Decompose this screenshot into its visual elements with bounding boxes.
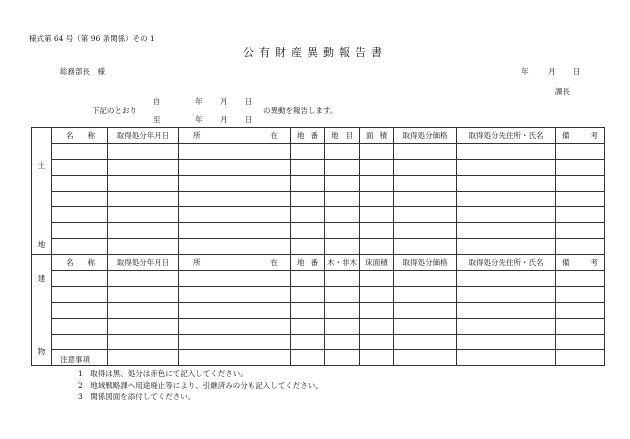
building-col-date: 取得処分年月日 (108, 255, 179, 271)
period-to-day: 日 (245, 115, 253, 124)
land-side-top: 土 (37, 160, 46, 170)
building-col-lot: 地 番 (291, 255, 325, 271)
building-row (32, 271, 605, 287)
building-col-location: 所 在 (179, 255, 291, 271)
date-year-label: 年 (521, 67, 529, 76)
period-from-day: 日 (245, 97, 253, 106)
building-side-label (32, 255, 52, 366)
land-col-remarks: 備 考 (556, 128, 605, 144)
note-item: 3 関係図面を添付してください。 (78, 392, 196, 401)
building-row (32, 302, 605, 318)
note-item: 1 取得は黒、処分は赤色にて記入してください。 (78, 369, 248, 378)
period-from-month: 月 (220, 97, 228, 106)
building-row (32, 334, 605, 350)
building-header-row (32, 255, 605, 271)
building-col-party: 取得処分先住所・氏名 (457, 255, 556, 271)
building-row (32, 350, 605, 366)
period-from-label: 自 (153, 97, 161, 106)
date-day-label: 日 (573, 67, 581, 76)
form-id: 様式第 64 号（第 96 条関係）その 1 (29, 34, 155, 43)
building-col-structure: 木・非木 (325, 255, 360, 271)
land-col-name: 名 称 (52, 128, 108, 144)
period-from-year: 年 (195, 97, 203, 106)
land-col-price: 取得処分価格 (394, 128, 457, 144)
period-to-month: 月 (220, 115, 228, 124)
period-to-label: 至 (153, 115, 161, 124)
land-side-bottom: 地 (37, 240, 46, 250)
notes-heading: 注意事項 (60, 355, 90, 364)
building-side-bottom: 物 (37, 346, 46, 356)
note-item: 2 地域戦略課へ用途廃止等により、引継済みの分も記入してください。 (78, 381, 323, 390)
land-row (32, 191, 605, 207)
form-title: 公有財産異動報告書 (243, 46, 387, 59)
period-to-year: 年 (195, 115, 203, 124)
land-side-label (32, 128, 52, 255)
building-col-remarks: 備 考 (556, 255, 605, 271)
building-row (32, 318, 605, 334)
land-col-lot: 地 番 (291, 128, 325, 144)
reporter-title: 課長 (555, 87, 570, 96)
building-side-top: 建 (37, 274, 46, 284)
building-col-price: 取得処分価格 (394, 255, 457, 271)
land-row (32, 207, 605, 223)
date-month-label: 月 (548, 67, 556, 76)
land-col-party: 取得処分先住所・氏名 (457, 128, 556, 144)
asset-table (31, 127, 605, 366)
land-row (32, 223, 605, 239)
land-row (32, 175, 605, 191)
building-col-name: 名 称 (52, 255, 108, 271)
period-outro: の異動を報告します。 (263, 106, 338, 115)
land-col-date: 取得処分年月日 (108, 128, 179, 144)
addressee: 総務部長 様 (60, 67, 105, 76)
land-row (32, 143, 605, 159)
building-row (32, 286, 605, 302)
land-col-location: 所 在 (179, 128, 291, 144)
land-header-row (32, 128, 605, 144)
land-col-area: 面 積 (360, 128, 394, 144)
land-col-category: 地 目 (325, 128, 360, 144)
building-col-floor-area: 床面積 (360, 255, 394, 271)
land-row (32, 159, 605, 175)
period-intro: 下記のとおり (92, 106, 137, 115)
land-row (32, 239, 605, 255)
